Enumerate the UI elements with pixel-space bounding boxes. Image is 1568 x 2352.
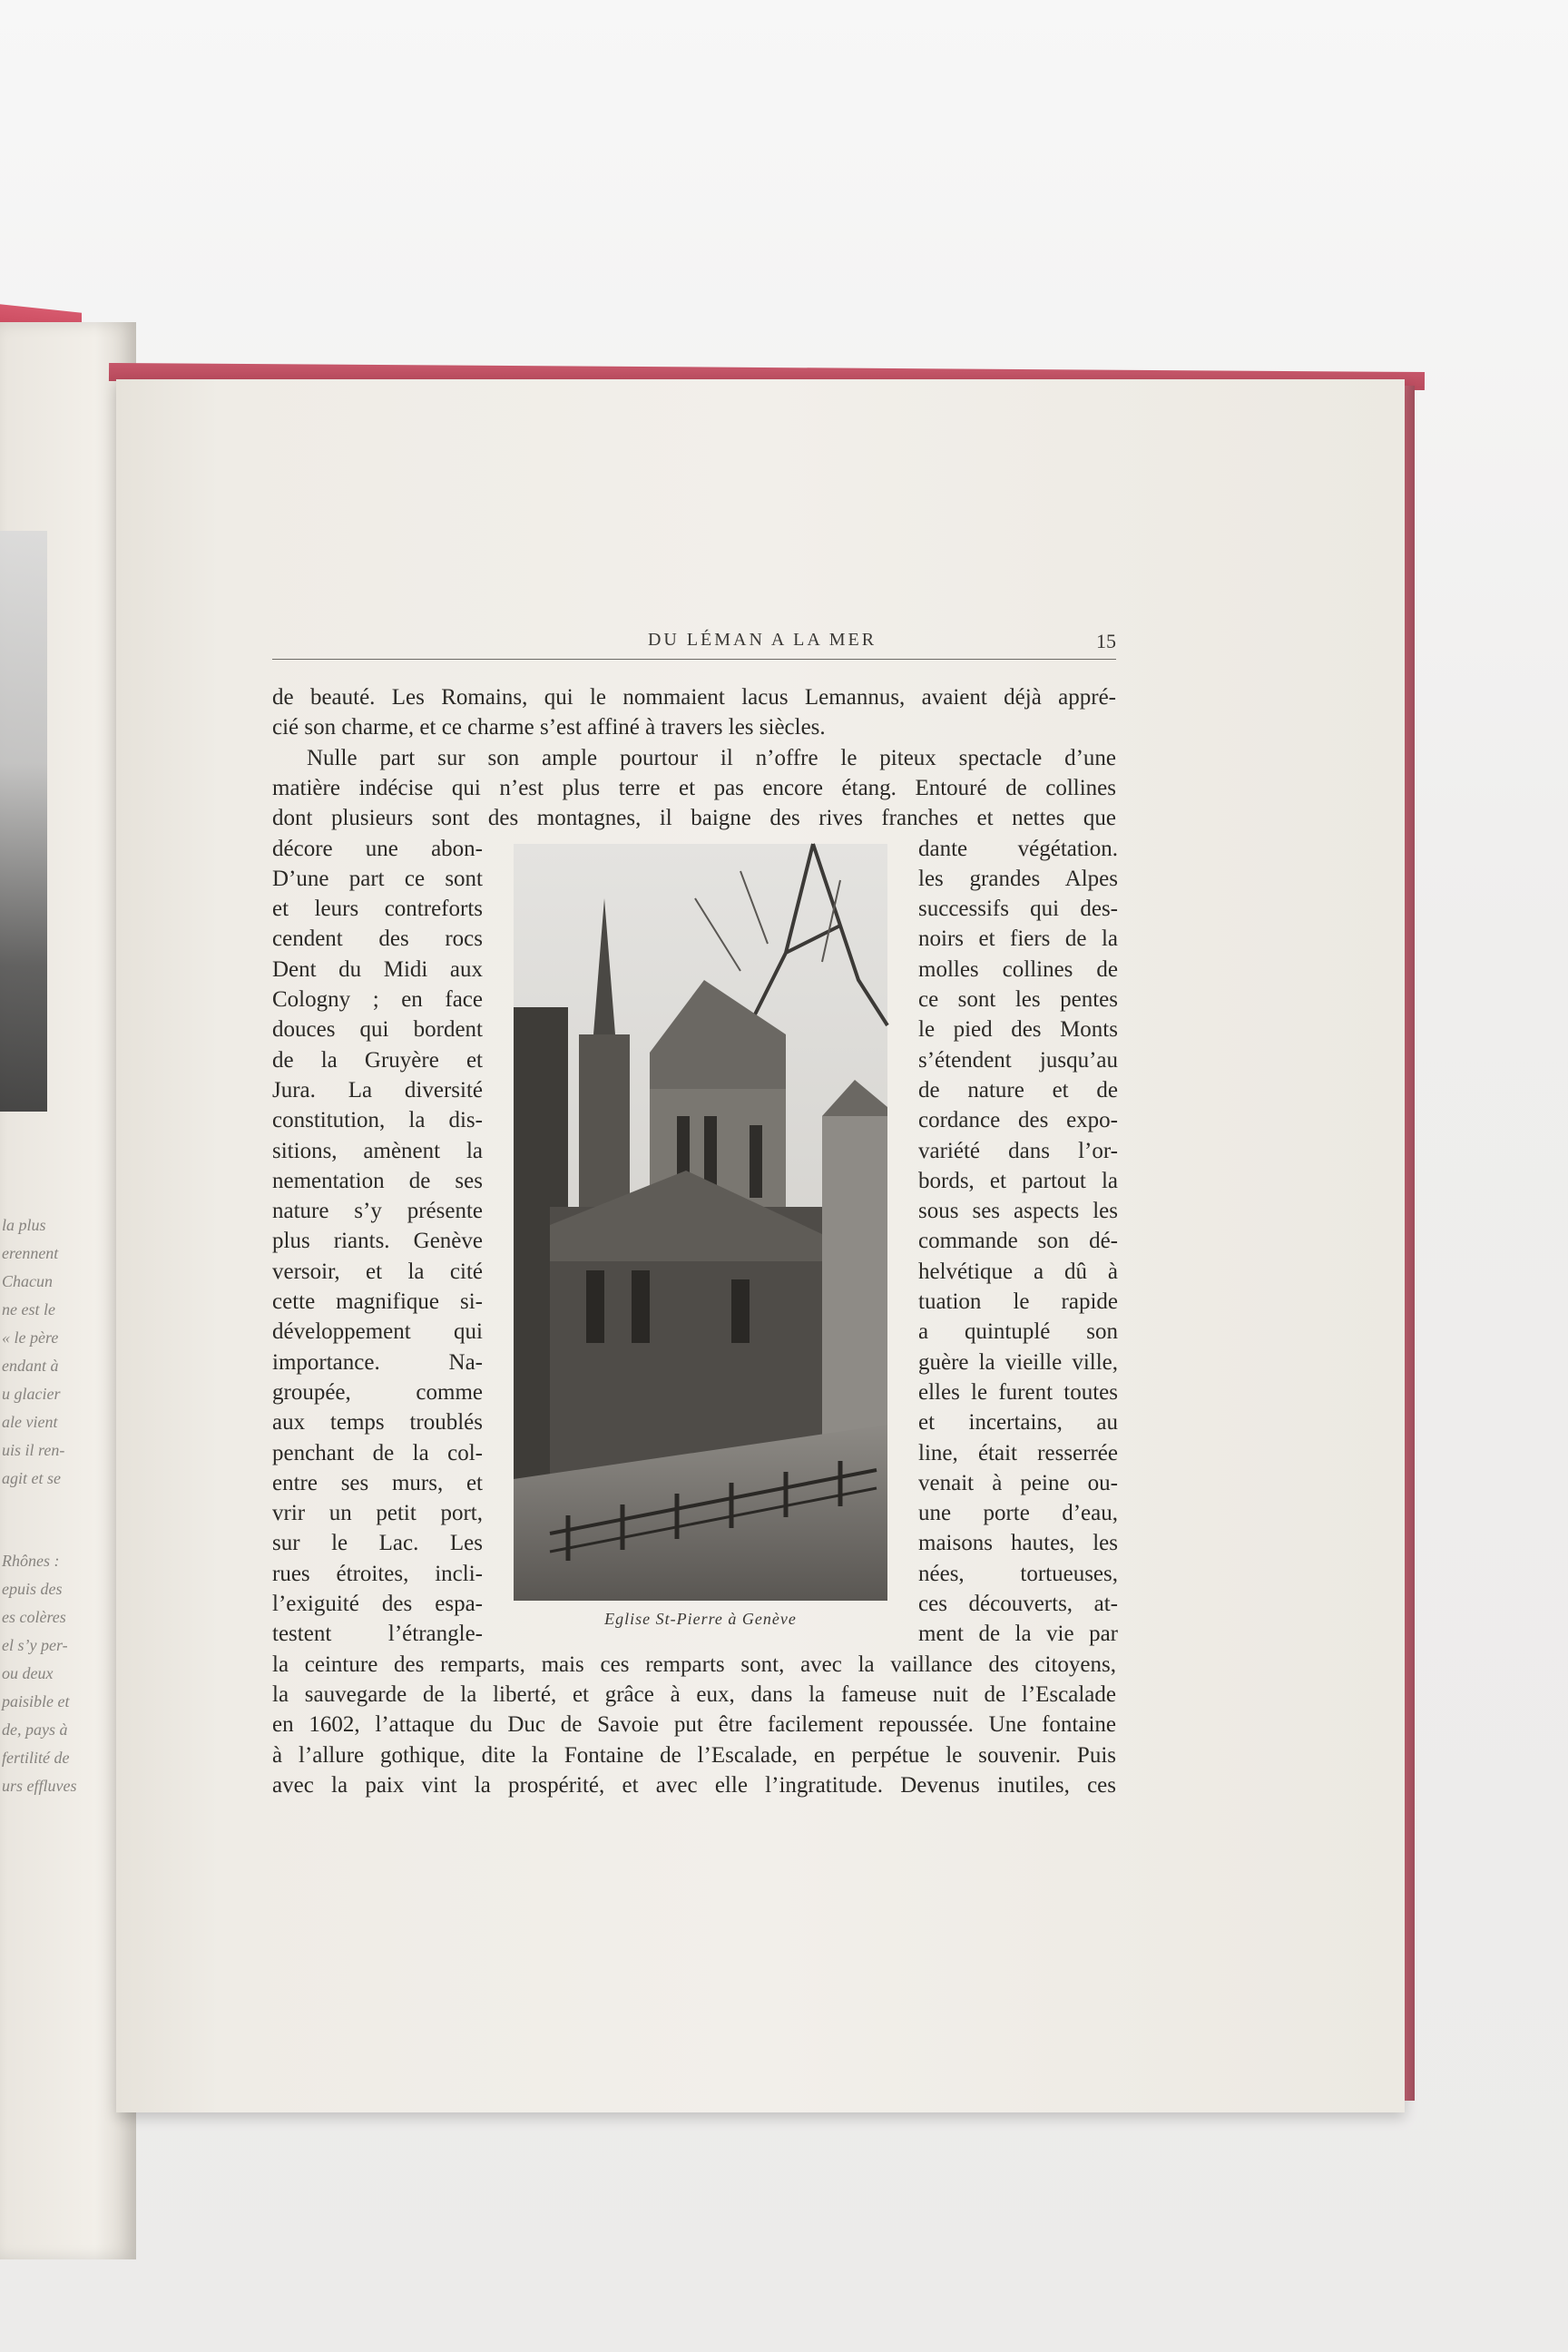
left-column-line: aux temps troublés: [272, 1410, 483, 1436]
left-column-line: cette magnifique si-: [272, 1289, 483, 1314]
right-column-line: dante végétation.: [918, 836, 1118, 861]
right-column-line: ment de la vie par: [918, 1622, 1118, 1647]
left-page-photo: [0, 531, 47, 1112]
right-column-line: a quintuplé son: [918, 1319, 1118, 1345]
running-head: [272, 630, 1116, 660]
left-page-fragment: es colères: [2, 1608, 66, 1626]
paragraph-line: dont plusieurs sont des montagnes, il baigne des rives franches et nettes que: [272, 806, 1116, 831]
right-column-line: helvétique a dû à: [918, 1259, 1118, 1284]
left-column-line: sur le Lac. Les: [272, 1531, 483, 1556]
right-column-line: et incertains, au: [918, 1410, 1118, 1436]
left-column-line: Dent du Midi aux: [272, 956, 483, 982]
page-number: 15: [1096, 630, 1116, 652]
right-column-line: line, était resserrée: [918, 1440, 1118, 1465]
running-title: DU LÉMAN A LA MER: [647, 630, 877, 650]
left-column-line: testent l’étrangle-: [272, 1622, 483, 1647]
opening-line: de beauté. Les Romains, qui le nommaient lacus Lemannus, avaient déjà appré-: [272, 685, 1116, 710]
photo-caption: Eglise St-Pierre à Genève: [604, 1610, 797, 1628]
right-column-line: nées, tortueuses,: [918, 1561, 1118, 1586]
right-column-line: sous ses aspects les: [918, 1199, 1118, 1224]
opening-line: cié son charme, et ce charme s’est affiné à travers les siècles.: [272, 715, 826, 740]
left-page-fragment: ou deux: [2, 1664, 54, 1682]
left-page-fragment: « le père: [2, 1328, 59, 1347]
right-column-line: de nature et de: [918, 1077, 1118, 1102]
right-column-line: ce sont les pentes: [918, 987, 1118, 1012]
right-column-line: commande son dé-: [918, 1229, 1118, 1254]
right-column-line: molles collines de: [918, 956, 1118, 982]
left-column-line: constitution, la dis-: [272, 1108, 483, 1133]
left-page-fragment: epuis des: [2, 1580, 63, 1598]
left-page-fragment: agit et se: [2, 1469, 61, 1487]
right-column-line: s’étendent jusqu’au: [918, 1047, 1118, 1073]
left-column-line: vrir un petit port,: [272, 1501, 483, 1526]
left-page-fragment: Rhônes :: [2, 1552, 60, 1570]
paragraph-line: Nulle part sur son ample pourtour il n’offre le piteux spectacle d’une: [307, 745, 1116, 770]
left-page-fragment: paisible et: [2, 1692, 70, 1710]
church-photo: [514, 844, 887, 1601]
left-column-line: nementation de ses: [272, 1168, 483, 1193]
closing-line: à l’allure gothique, dite la Fontaine de l’Escalade, en perpétue le souvenir. Puis: [272, 1742, 1116, 1768]
right-column-line: tuation le rapide: [918, 1289, 1118, 1314]
left-column-line: décore une abon-: [272, 836, 483, 861]
right-column-line: elles le furent toutes: [918, 1379, 1118, 1405]
right-column-line: les grandes Alpes: [918, 866, 1118, 891]
left-column-line: de la Gruyère et: [272, 1047, 483, 1073]
left-column-line: D’une part ce sont: [272, 866, 483, 891]
left-page-fragment: de, pays à: [2, 1720, 68, 1739]
closing-line: en 1602, l’attaque du Duc de Savoie put être facilement repoussée. Une fontaine: [272, 1712, 1116, 1738]
right-column-line: le pied des Monts: [918, 1017, 1118, 1043]
closing-line: avec la paix vint la prospérité, et avec elle l’ingratitude. Devenus inutiles, ces: [272, 1772, 1116, 1798]
left-column-line: Cologny ; en face: [272, 987, 483, 1012]
right-column-line: une porte d’eau,: [918, 1501, 1118, 1526]
left-page-fragment: endant à: [2, 1357, 59, 1375]
left-page-fragment: erennent: [2, 1244, 59, 1262]
left-page-fragment: Chacun: [2, 1272, 53, 1290]
left-column-line: groupée, comme: [272, 1379, 483, 1405]
right-column-line: variété dans l’or-: [918, 1138, 1118, 1163]
right-column-line: ces découverts, at-: [918, 1592, 1118, 1616]
left-page-fragment: uis il ren-: [2, 1441, 65, 1459]
left-column-line: nature s’y présente: [272, 1199, 483, 1224]
left-column-line: douces qui bordent: [272, 1017, 483, 1043]
right-column-line: guère la vieille ville,: [918, 1349, 1118, 1375]
closing-line: la sauvegarde de la liberté, et grâce à eux, dans la fameuse nuit de l’Escalade: [272, 1681, 1116, 1707]
paragraph-line: matière indécise qui n’est plus terre et pas encore étang. Entouré de collines: [272, 775, 1116, 800]
right-column-line: cordance des expo-: [918, 1108, 1118, 1133]
left-column-line: importance. Na-: [272, 1349, 483, 1375]
left-column-line: rues étroites, incli-: [272, 1561, 483, 1586]
left-column-line: plus riants. Genève: [272, 1229, 483, 1254]
left-page-fragment: urs effluves: [2, 1777, 77, 1795]
church-illustration: [514, 844, 887, 1601]
left-column-line: développement qui: [272, 1319, 483, 1345]
left-column-line: cendent des rocs: [272, 926, 483, 952]
left-page-fragment: el s’y per-: [2, 1636, 68, 1654]
left-page-text-fragments: [2, 1211, 77, 1800]
left-page-fragment: fertilité de: [2, 1749, 70, 1767]
left-column-line: entre ses murs, et: [272, 1470, 483, 1495]
right-column-line: bords, et partout la: [918, 1168, 1118, 1193]
right-column-line: noirs et fiers de la: [918, 926, 1118, 952]
left-column-line: Jura. La diversité: [272, 1077, 483, 1102]
left-column-line: versoir, et la cité: [272, 1259, 483, 1284]
left-page-fragment: u glacier: [2, 1385, 61, 1403]
left-page-fragment: la plus: [2, 1216, 46, 1234]
right-column-line: successifs qui des-: [918, 897, 1118, 922]
closing-line: la ceinture des remparts, mais ces remparts sont, avec la vaillance des citoyens,: [272, 1651, 1116, 1677]
right-column-line: maisons hautes, les: [918, 1531, 1118, 1556]
left-column-line: sitions, amènent la: [272, 1138, 483, 1163]
left-page-fragment: ne est le: [2, 1300, 55, 1318]
left-column-line: et leurs contreforts: [272, 897, 483, 922]
left-page-fragment: ale vient: [2, 1413, 58, 1431]
left-column-line: l’exiguité des espa-: [272, 1592, 483, 1616]
left-column-line: penchant de la col-: [272, 1440, 483, 1465]
right-column-line: venait à peine ou-: [918, 1470, 1118, 1495]
